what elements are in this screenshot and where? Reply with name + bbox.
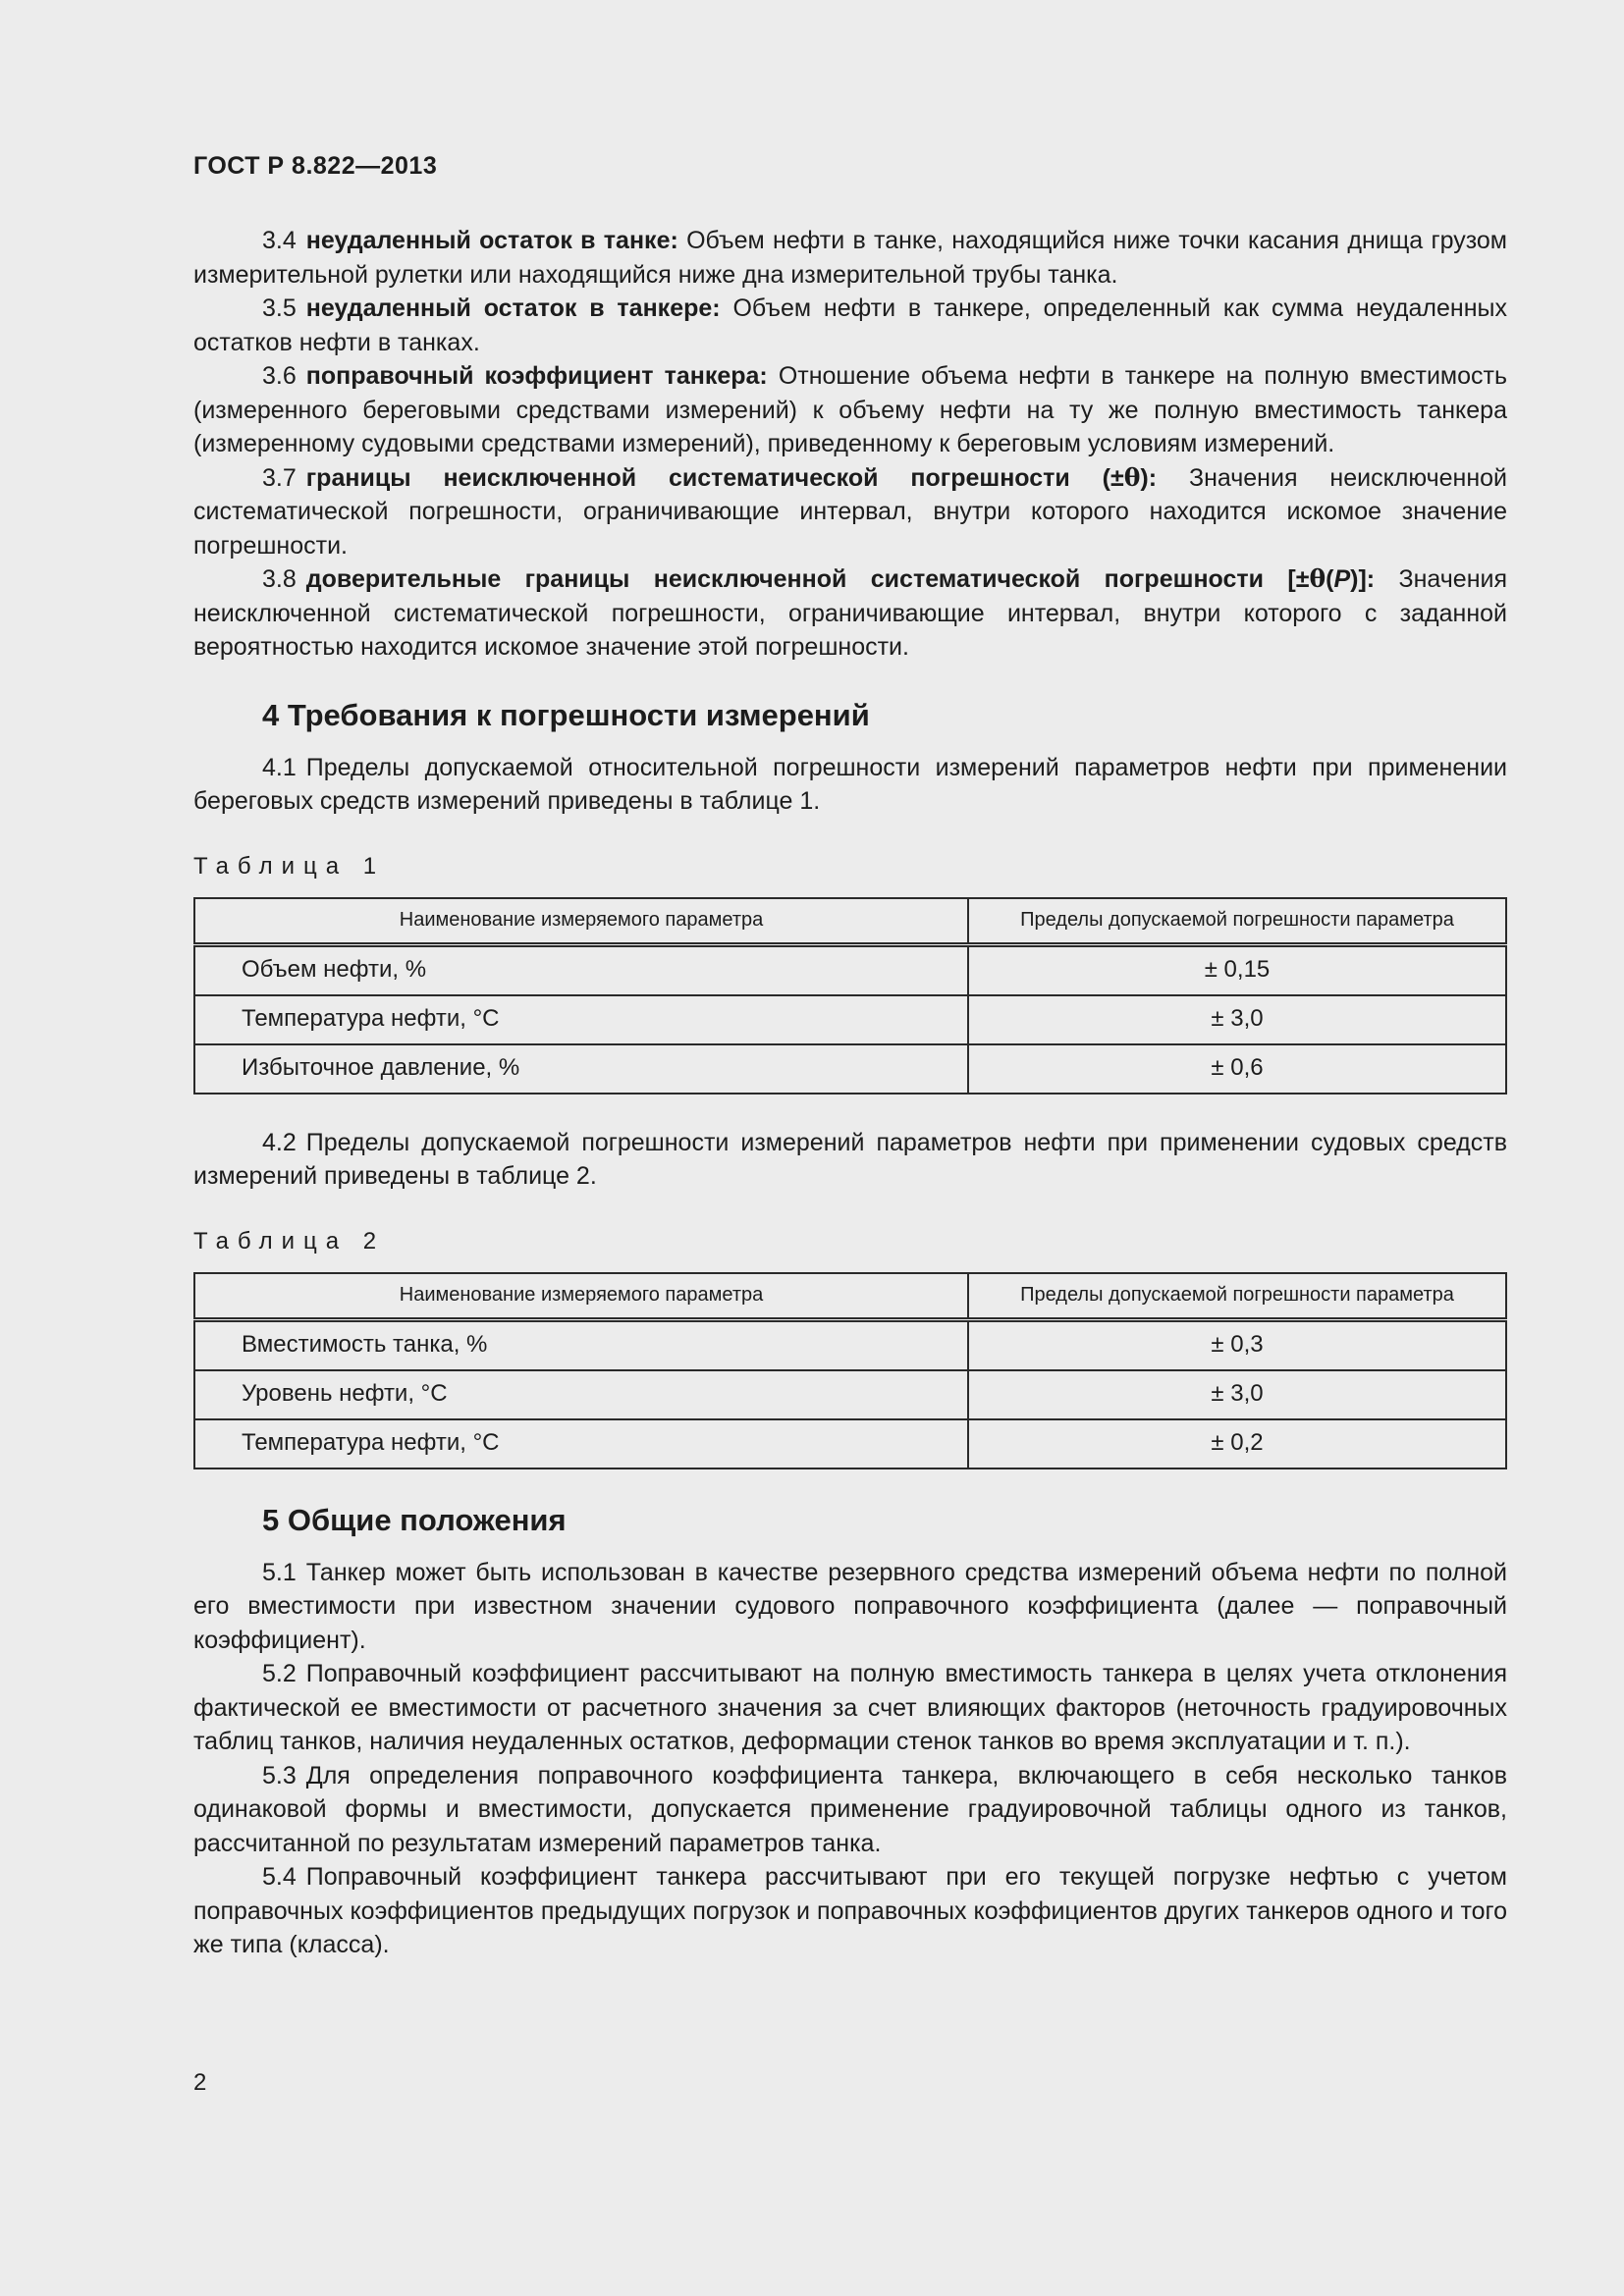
term-3-4 [193,224,1507,292]
clause-text: Пределы допускаемой относительной погрешности измерений параметров нефти при применении береговых средств измерений приведены в таблице 1. [193,753,1507,815]
section-4-title: 4 Требования к погрешности измерений [262,697,870,732]
table-1 [193,897,1507,1095]
probability-symbol: P [1333,565,1351,593]
table-row [194,1044,1506,1094]
column-header-limits: Пределы допускаемой погрешности параметра [968,898,1506,945]
limit-cell: ± 3,0 [968,995,1506,1044]
clause-number: 4.2 [262,1128,297,1156]
term-name-suffix: ): [1140,463,1158,492]
term-name-paren: ( [1326,565,1334,593]
parameter-cell: Объем нефти, % [194,944,968,995]
parameter-cell: Избыточное давление, % [194,1044,968,1094]
term-definition: Отношение объема нефти в танкере на полную вместимость (измеренного береговыми средствами измерений) к объему нефти на ту же полную вместимость танкера (измеренному судовыми средствами измерений), приведенному к береговым условиям измерений. [193,362,1507,457]
term-name [306,565,1375,593]
clause-number: 5.1 [262,1558,297,1586]
clause-number: 3.7 [262,463,297,492]
parameter-cell: Уровень нефти, °C [194,1370,968,1419]
page-content [193,224,1507,1962]
limit-cell: ± 0,6 [968,1044,1506,1094]
clause-5-2 [193,1657,1507,1759]
clause-number: 3.5 [262,294,297,322]
term-name: поправочный коэффициент танкера: [305,362,768,390]
table-row [194,1319,1506,1370]
table-row [194,1370,1506,1419]
clause-text: Пределы допускаемой погрешности измерений параметров нефти при применении судовых средств измерений приведены в таблице 2. [193,1128,1507,1190]
term-definition: Значения неисключенной систематической погрешности, ограничивающие интервал, внутри которого находится искомое значение погрешности. [193,463,1507,560]
term-name-suffix: )]: [1350,565,1376,593]
clause-5-4 [193,1860,1507,1962]
clause-number: 3.4 [262,227,297,254]
column-header-parameter: Наименование измеряемого параметра [194,1273,968,1320]
term-3-8 [193,562,1507,665]
term-definition: Объем нефти в танкере, определенный как сумма неудаленных остатков нефти в танках. [193,294,1507,356]
table-2 [193,1272,1507,1469]
table-2-caption: Таблица 2 [193,1227,386,1255]
clause-text: Поправочный коэффициент рассчитывают на полную вместимость танкера в целях учета отклонения фактической ее вместимости от расчетного значения за счет влияющих факторов (неточность градуировочных таблиц танков, наличия неудаленных остатков, деформации стенок танков во время эксплуатации и т. п.). [193,1660,1507,1755]
clause-5-3 [193,1759,1507,1861]
term-3-6 [193,359,1507,461]
term-3-7 [193,461,1507,563]
table-header-row [194,898,1506,945]
clause-number: 5.4 [262,1863,297,1891]
limit-cell: ± 0,15 [968,944,1506,995]
term-name-text: доверительные границы неисключенной систематической погрешности [± [305,565,1310,593]
table-header-row [194,1273,1506,1320]
clause-number: 5.3 [262,1761,297,1789]
limit-cell: ± 0,3 [968,1319,1506,1370]
table-row [194,1419,1506,1468]
parameter-cell: Температура нефти, °C [194,995,968,1044]
clause-text: Поправочный коэффициент танкера рассчитывают при его текущей погрузке нефтью с учетом поправочных коэффициентов предыдущих погрузок и поправочных коэффициентов других танкеров одного и того же типа (класса). [193,1863,1507,1958]
clause-5-1 [193,1556,1507,1658]
column-header-limits: Пределы допускаемой погрешности параметра [968,1273,1506,1320]
theta-symbol: θ [1309,564,1326,593]
page-number: 2 [193,2069,207,2096]
table-1-caption: Таблица 1 [193,852,386,880]
term-name [306,464,1157,492]
term-definition: Значения неисключенной систематической погрешности, ограничивающие интервал, внутри которого с заданной вероятностью находится искомое значение этой погрешности. [193,565,1508,661]
term-name-text: границы неисключенной систематической погрешности (± [305,463,1124,492]
clause-text: Для определения поправочного коэффициента танкера, включающего в себя несколько танков одинаковой формы и вместимости, допускается применение градуировочной таблицы одного из танков, рассчитанной по результатам измерений параметров танка. [193,1761,1507,1857]
table-row [194,944,1506,995]
parameter-cell: Вместимость танка, % [194,1319,968,1370]
parameter-cell: Температура нефти, °C [194,1419,968,1468]
clause-4-1 [193,751,1507,819]
term-3-5 [193,292,1507,359]
clause-text: Танкер может быть использован в качестве резервного средства измерений объема нефти по полной его вместимости при известном значении судового поправочного коэффициента (далее — поправочный коэффициент). [193,1558,1507,1654]
limit-cell: ± 3,0 [968,1370,1506,1419]
document-code-header: ГОСТ Р 8.822—2013 [193,152,438,180]
term-definition: Объем нефти в танке, находящийся ниже точки касания днища грузом измерительной рулетки или находящийся ниже дна измерительной трубы танка. [193,227,1507,289]
column-header-parameter: Наименование измеряемого параметра [194,898,968,945]
section-5-title: 5 Общие положения [262,1502,567,1537]
theta-symbol: θ [1123,462,1141,492]
clause-number: 3.8 [262,565,297,593]
clause-number: 4.1 [262,753,297,781]
clause-number: 5.2 [262,1660,297,1687]
clause-4-2 [193,1126,1507,1194]
limit-cell: ± 0,2 [968,1419,1506,1468]
term-name: неудаленный остаток в танкере: [305,294,721,322]
clause-number: 3.6 [262,362,297,390]
term-name: неудаленный остаток в танке: [305,227,678,254]
table-row [194,995,1506,1044]
